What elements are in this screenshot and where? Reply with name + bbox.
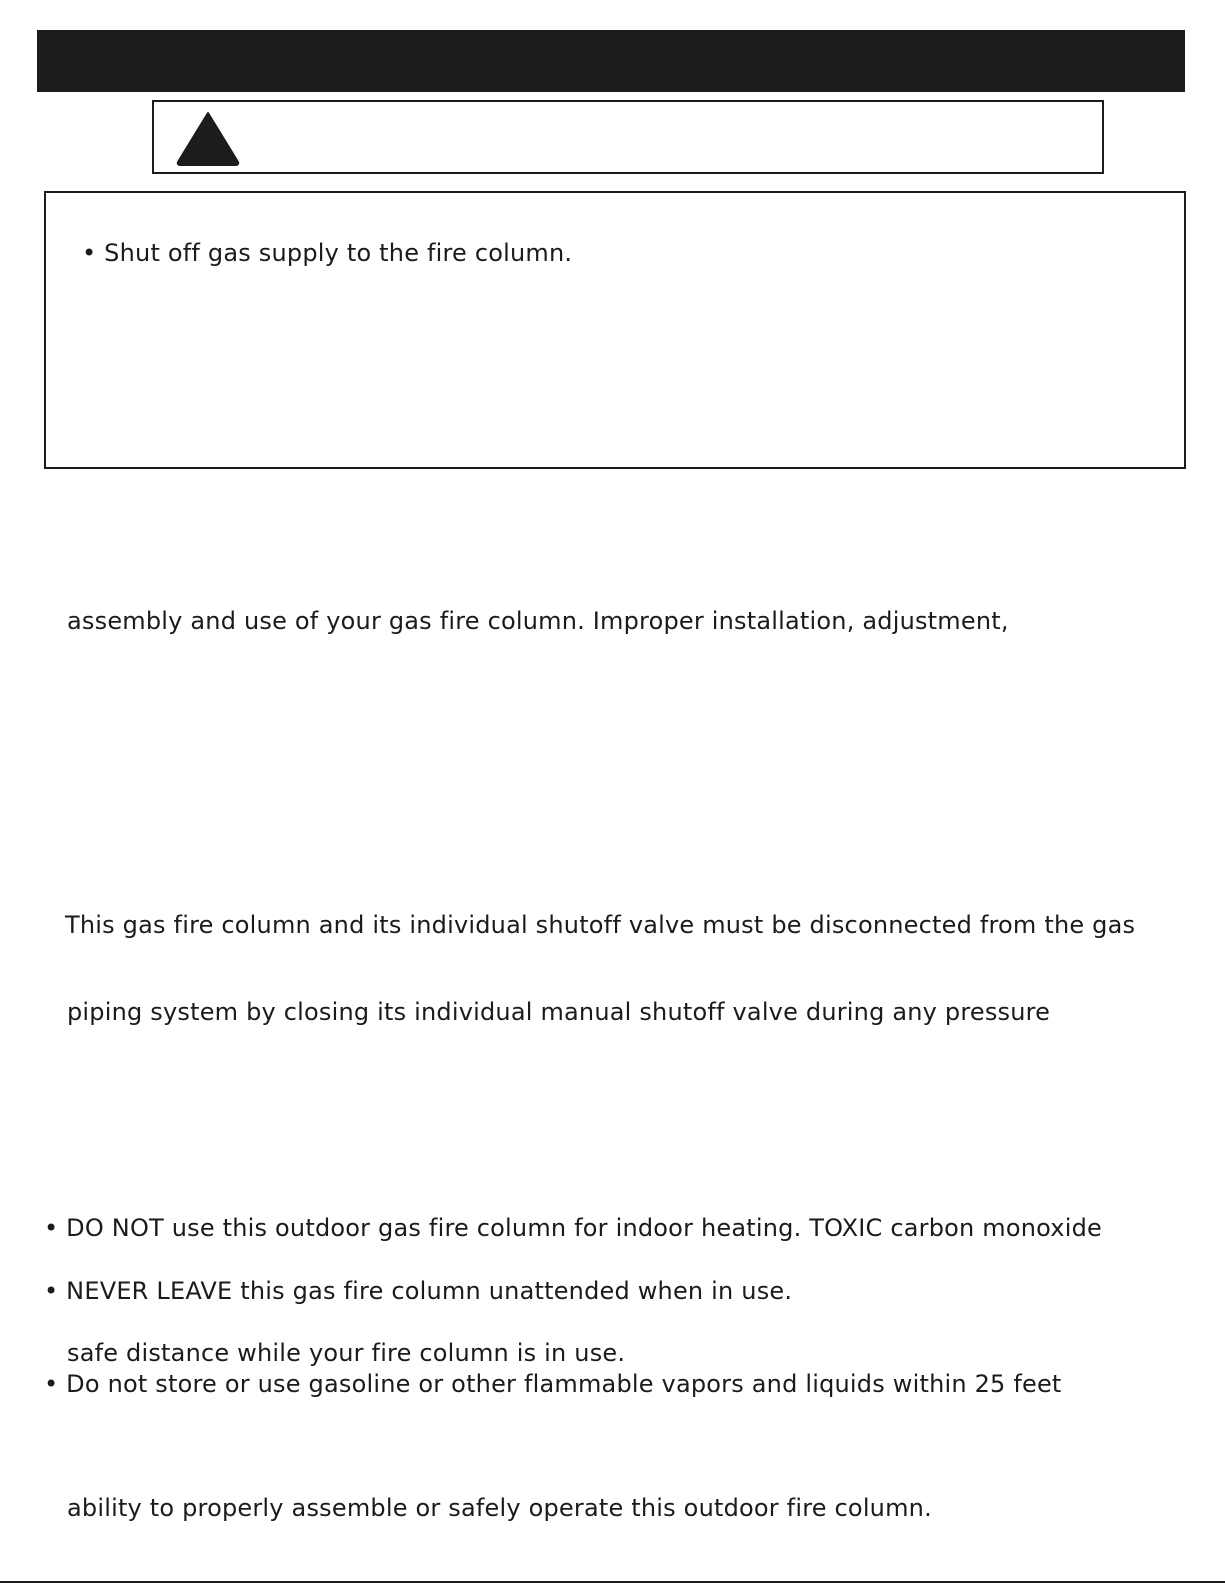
shut-off-gas-bullet: • Shut off gas supply to the fire column. xyxy=(82,239,573,267)
warning-banner xyxy=(152,100,1104,174)
warning-item-safe-distance: safe distance while your fire column is in use. xyxy=(67,1339,626,1367)
warning-item-unattended: • NEVER LEAVE this gas fire column unattended when in use. xyxy=(44,1277,793,1305)
emergency-instructions-box xyxy=(44,191,1186,469)
warning-item-ability: ability to properly assemble or safely operate this outdoor fire column. xyxy=(67,1494,932,1522)
pressure-test-text-line2: piping system by closing its individual manual shutoff valve during any pressure xyxy=(67,998,1051,1026)
warning-item-gasoline: • Do not store or use gasoline or other flammable vapors and liquids within 25 feet xyxy=(44,1370,1062,1398)
header-bar xyxy=(37,30,1185,92)
installation-warning-text: assembly and use of your gas fire column. Improper installation, adjustment, xyxy=(67,607,1009,635)
bottom-rule xyxy=(0,1581,1225,1583)
warning-triangle-icon xyxy=(175,110,241,166)
warning-item-indoor-use: • DO NOT use this outdoor gas fire column for indoor heating. TOXIC carbon monoxide xyxy=(44,1214,1102,1242)
pressure-test-text-line1: This gas fire column and its individual shutoff valve must be disconnected from the gas xyxy=(65,911,1136,939)
